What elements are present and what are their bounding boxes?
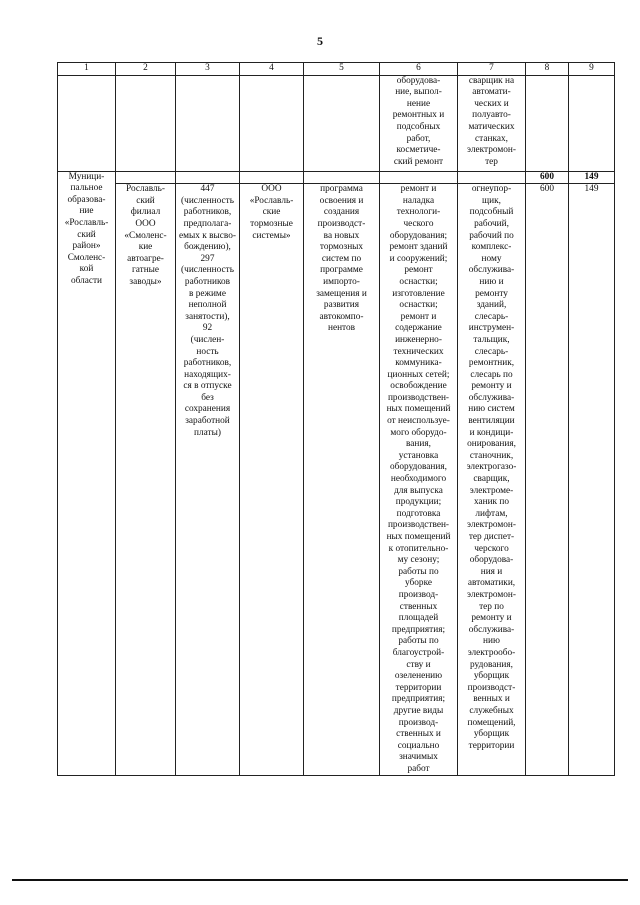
column-number-row [58, 63, 615, 76]
continued-works-text: оборудова- ние, выпол- нение ремонтных и подсобных работ, косметиче- ский ремонт [392, 75, 445, 167]
column-number: 1 [58, 63, 116, 76]
empty-cell [176, 75, 240, 171]
continuation-row [58, 75, 615, 171]
column-number: 4 [240, 63, 304, 76]
empty-cell [58, 75, 116, 171]
empty-cell [458, 171, 526, 184]
vacancies-value: 600 [526, 184, 569, 776]
empty-cell [569, 75, 615, 171]
column-number: 3 [176, 63, 240, 76]
professions-list: огнеупор- щик, подсобный рабочий, рабочий по комплекс- ному обслужива- нию и ремонту зданий, слесарь- инструмен- тальщик, слесарь- ремонтник, слесарь по ремонту и обслужива- нию систем вентиляции и кондици- онирования, станочник, электрогазо- сварщик, электроме- ханик по лифтам, электромон- тер диспет- черского оборудова- ния и автоматики, электромон- тер по ремонту и обслужива- нию электрообо- рудования, уборщик производст- венных и служебных помещений, уборщик территории [466, 184, 517, 751]
partner-organization: ООО «Рославль- ские тормозные системы» [249, 184, 294, 241]
column-number: 6 [380, 63, 458, 76]
works-list: ремонт и наладка технологи- ческого оборудования; ремонт зданий и сооружений; ремонт оснастки; изготовление оснастки; ремонт и содержание инженерно- технических коммуника- ционных сетей; освобождение производствен- ных помещений от неиспользуе- мого оборудо- вания, установка оборудования, необходимого для выпуска продукции; подготовка производствен- ных помещений к отопительно- му сезону; работы по уборке производ- ственных площадей предприятия; работы по благоустрой- ству и озеленению территории предприятия; другие виды производ- ственных и социально значимых работ [386, 184, 451, 774]
count-value: 149 [569, 184, 615, 776]
column-number: 5 [304, 63, 380, 76]
data-table [57, 62, 615, 776]
total-row [58, 171, 615, 184]
program-description: программа освоения и создания производст- ва новых тормозных систем по программе импорто- замещения и развития автокомпо- нентов [316, 184, 367, 334]
column-number: 2 [116, 63, 176, 76]
column-number: 8 [526, 63, 569, 76]
empty-cell [304, 171, 380, 184]
empty-cell [176, 171, 240, 184]
empty-cell [116, 75, 176, 171]
total-vacancies: 600 [526, 171, 569, 184]
empty-cell [240, 171, 304, 184]
entry-row [58, 184, 615, 776]
empty-cell [116, 171, 176, 184]
column-number: 9 [569, 63, 615, 76]
empty-cell [380, 171, 458, 184]
bottom-rule [12, 879, 628, 881]
empty-cell [240, 75, 304, 171]
employees-count-text: 447 (численность работников, предполага- емых к высво- бождению), 297 (численность работников в режиме неполной занятости), 92 (числен- ность работников, находящих- ся в отпуске без сохранения заработной платы) [179, 184, 236, 438]
empty-cell [304, 75, 380, 171]
column-number: 7 [458, 63, 526, 76]
municipality-name: Муници- пальное образова- ние «Рославль- ский район» Смоленс- кой области [64, 171, 109, 286]
total-count: 149 [569, 171, 615, 184]
page-number: 5 [317, 34, 323, 48]
continued-professions-text: сварщик на автомати- ческих и полуавто- матических станках, электромон- тер [467, 75, 516, 167]
organization-name: Рославль- ский филиал ООО «Смоленс- кие автоагре- гатные заводы» [124, 184, 167, 287]
empty-cell [526, 75, 569, 171]
